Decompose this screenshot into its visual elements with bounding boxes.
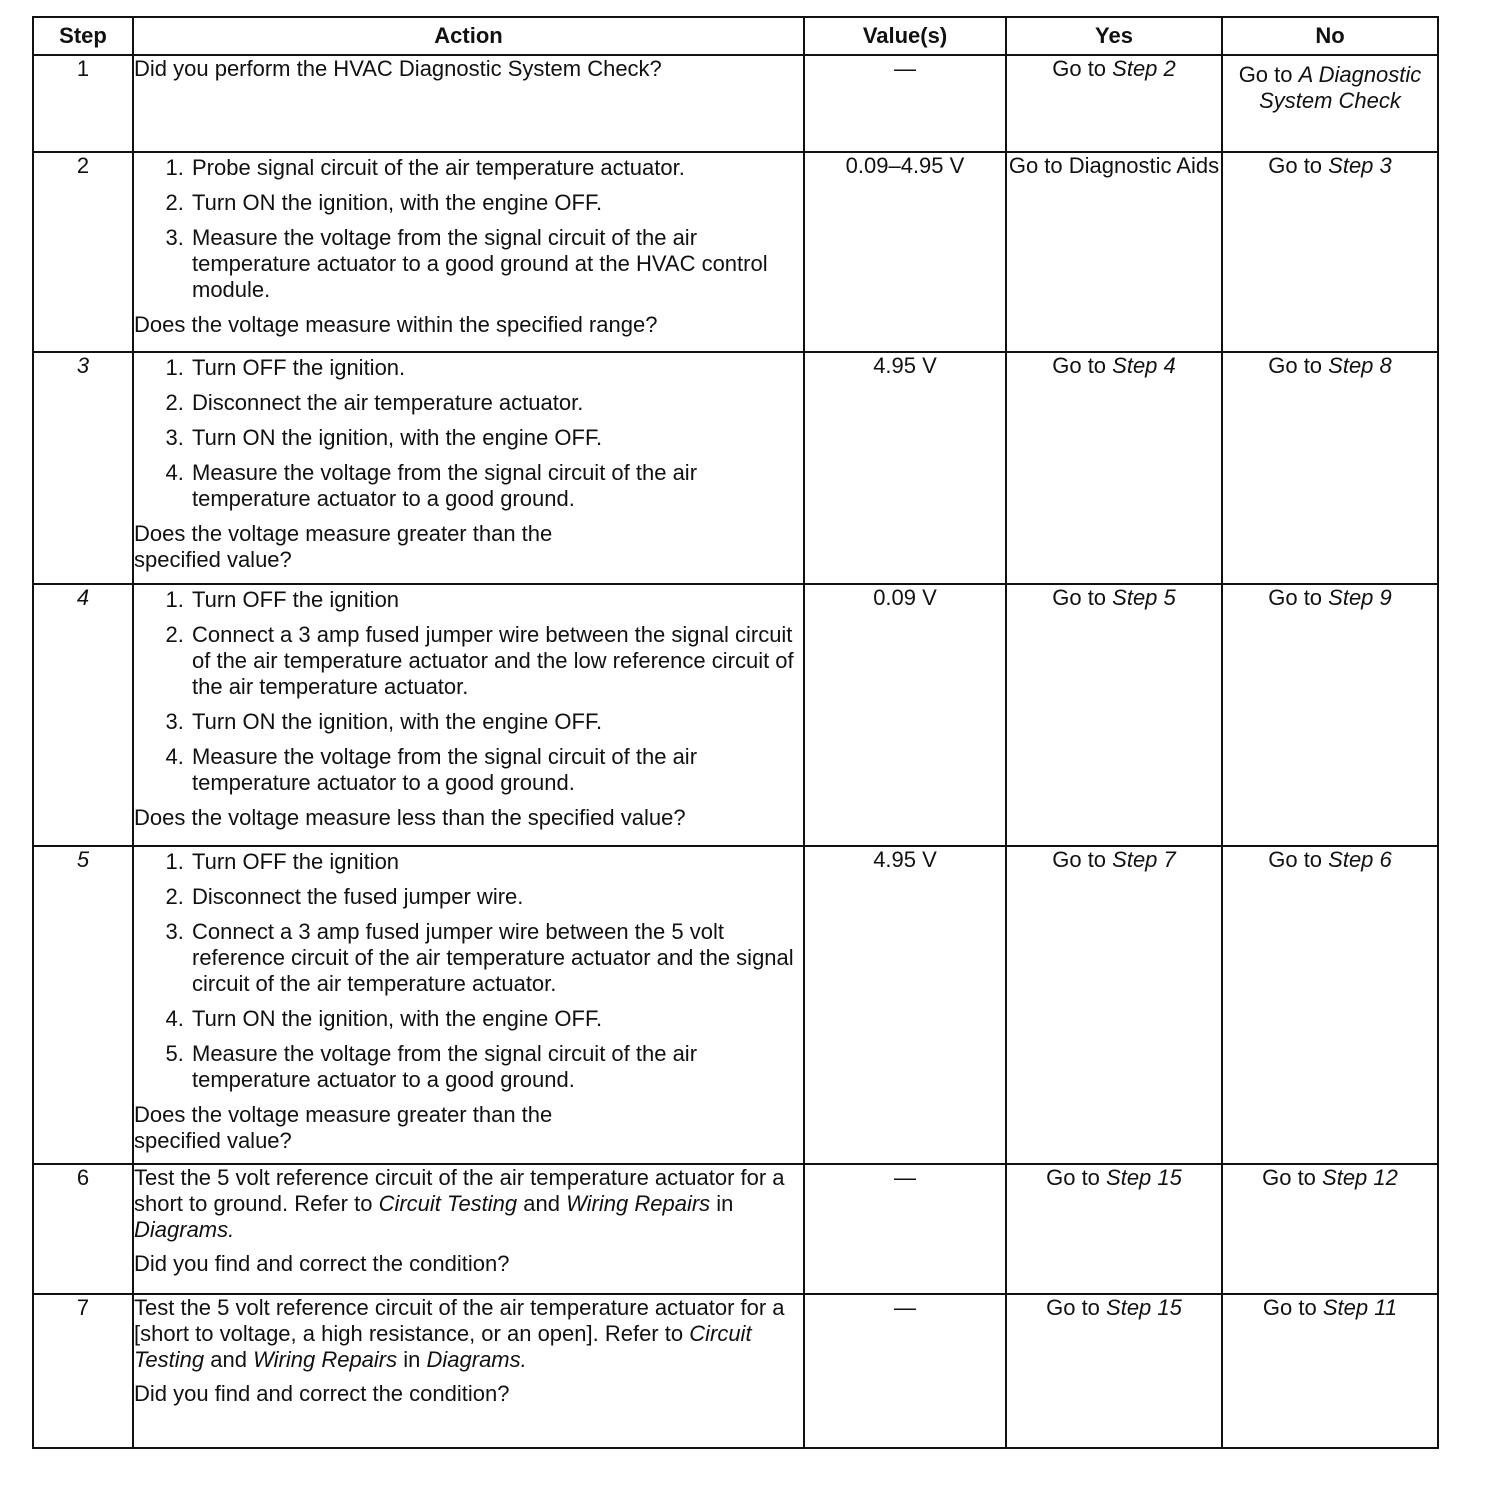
no-cell <box>1222 55 1438 152</box>
action-item: 2. Disconnect the air temperature actuator. <box>190 390 803 416</box>
action-item: 4. Measure the voltage from the signal circuit of the air temperature actuator to a good ground. <box>190 744 803 796</box>
yes-prefix: Go to <box>1052 847 1113 872</box>
value-cell: 4.95 V <box>804 846 1006 1164</box>
no-cell <box>1222 352 1438 584</box>
yes-cell <box>1006 584 1222 846</box>
no-target: Step 9 <box>1328 585 1392 610</box>
action-cell <box>133 1294 804 1448</box>
value-cell: 4.95 V <box>804 352 1006 584</box>
action-list <box>134 587 803 796</box>
action-item: 5. Measure the voltage from the signal circuit of the air temperature actuator to a good ground. <box>190 1041 803 1093</box>
header-no: No <box>1222 17 1438 55</box>
no-cell <box>1222 584 1438 846</box>
action-item: 2. Turn ON the ignition, with the engine OFF. <box>190 190 803 216</box>
action-list <box>134 849 803 1093</box>
ref-wiring-repairs: Wiring Repairs <box>566 1191 711 1216</box>
action-item: 4. Measure the voltage from the signal circuit of the air temperature actuator to a good ground. <box>190 460 803 512</box>
no-cell <box>1222 1164 1438 1294</box>
paragraph-text: Test the 5 volt reference circuit of the air temperature actuator for a short to ground. Refer to <box>134 1165 785 1216</box>
yes-prefix: Go to <box>1052 585 1113 610</box>
table-row <box>33 352 1438 584</box>
header-action: Action <box>133 17 804 55</box>
action-cell <box>133 152 804 352</box>
action-paragraph <box>134 1165 803 1243</box>
action-item: 3. Measure the voltage from the signal circuit of the air temperature actuator to a good ground at the HVAC control module. <box>190 225 803 303</box>
yes-cell <box>1006 1294 1222 1448</box>
table-row <box>33 1294 1438 1448</box>
no-prefix: Go to <box>1268 585 1329 610</box>
action-item: 4. Turn ON the ignition, with the engine OFF. <box>190 1006 803 1032</box>
action-paragraph <box>134 1295 803 1373</box>
table-row <box>33 152 1438 352</box>
action-question: Does the voltage measure greater than the specified value? <box>134 1102 553 1153</box>
no-prefix: Go to <box>1262 1165 1323 1190</box>
table-row <box>33 55 1438 152</box>
no-prefix: Go to <box>1262 1295 1323 1320</box>
step-number: 4 <box>33 584 133 846</box>
yes-target: Step 15 <box>1106 1295 1182 1320</box>
action-item: 2. Connect a 3 amp fused jumper wire between the signal circuit of the air temperature actuator and the low reference circuit of the air temperature actuator. <box>190 622 803 700</box>
action-question: Did you find and correct the condition? <box>134 1381 510 1406</box>
value-cell: 0.09 V <box>804 584 1006 846</box>
step-number: 6 <box>33 1164 133 1294</box>
action-question: Did you find and correct the condition? <box>134 1251 510 1276</box>
yes-target: Step 5 <box>1112 585 1176 610</box>
value-cell: 0.09–4.95 V <box>804 152 1006 352</box>
no-target: Step 3 <box>1328 153 1392 178</box>
yes-prefix: Go to <box>1052 56 1113 81</box>
yes-cell: Go to Diagnostic Aids <box>1006 152 1222 352</box>
value-cell: — <box>804 1164 1006 1294</box>
diagnostic-table <box>32 16 1439 1449</box>
step-number: 7 <box>33 1294 133 1448</box>
no-prefix: Go to <box>1268 847 1329 872</box>
action-item: 2. Disconnect the fused jumper wire. <box>190 884 803 910</box>
header-values: Value(s) <box>804 17 1006 55</box>
action-list <box>134 155 803 303</box>
step-number: 1 <box>33 55 133 152</box>
no-target: Step 11 <box>1322 1295 1398 1320</box>
no-prefix: Go to <box>1268 353 1329 378</box>
ref-circuit-testing: Circuit Testing <box>378 1191 518 1216</box>
no-target: Step 8 <box>1328 353 1392 378</box>
ref-circuit-testing: Circuit Testing <box>134 1321 752 1372</box>
ref-diagrams: Diagrams. <box>426 1347 527 1372</box>
yes-target: Step 2 <box>1112 56 1176 81</box>
no-target: A Diagnostic System Check <box>1259 62 1422 113</box>
step-number: 2 <box>33 152 133 352</box>
no-cell <box>1222 846 1438 1164</box>
paragraph-in: in <box>397 1347 427 1372</box>
header-yes: Yes <box>1006 17 1222 55</box>
no-prefix: Go to <box>1238 62 1299 87</box>
action-item: 3. Turn ON the ignition, with the engine OFF. <box>190 709 803 735</box>
yes-cell <box>1006 55 1222 152</box>
no-cell <box>1222 152 1438 352</box>
header-row <box>33 17 1438 55</box>
action-item: 1. Turn OFF the ignition <box>190 587 803 613</box>
action-question: Does the voltage measure within the specified range? <box>134 312 658 337</box>
table-row <box>33 584 1438 846</box>
action-item: 1. Turn OFF the ignition <box>190 849 803 875</box>
table-row <box>33 1164 1438 1294</box>
step-number: 5 <box>33 846 133 1164</box>
yes-cell <box>1006 846 1222 1164</box>
action-question: Does the voltage measure less than the specified value? <box>134 805 686 830</box>
no-target: Step 12 <box>1322 1165 1398 1190</box>
action-cell <box>133 846 804 1164</box>
action-list <box>134 355 803 512</box>
yes-prefix: Go to <box>1046 1165 1107 1190</box>
step-number: 3 <box>33 352 133 584</box>
yes-cell <box>1006 352 1222 584</box>
yes-target: Step 15 <box>1106 1165 1182 1190</box>
action-question: Did you perform the HVAC Diagnostic System Check? <box>134 56 662 81</box>
action-item: 3. Connect a 3 amp fused jumper wire between the 5 volt reference circuit of the air temperature actuator and the signal circuit of the air temperature actuator. <box>190 919 803 997</box>
action-question: Does the voltage measure greater than the specified value? <box>134 521 553 572</box>
action-cell <box>133 55 804 152</box>
action-cell <box>133 1164 804 1294</box>
action-cell <box>133 352 804 584</box>
paragraph-and: and <box>204 1347 254 1372</box>
action-item: 1. Probe signal circuit of the air temperature actuator. <box>190 155 803 181</box>
action-item: 1. Turn OFF the ignition. <box>190 355 803 381</box>
value-cell: — <box>804 1294 1006 1448</box>
yes-prefix: Go to <box>1052 353 1113 378</box>
ref-diagrams: Diagrams. <box>134 1217 235 1242</box>
paragraph-and: and <box>517 1191 567 1216</box>
header-step: Step <box>33 17 133 55</box>
yes-target: Step 7 <box>1112 847 1176 872</box>
no-target: Step 6 <box>1328 847 1392 872</box>
paragraph-in: in <box>710 1191 734 1216</box>
action-cell <box>133 584 804 846</box>
yes-prefix: Go to <box>1046 1295 1107 1320</box>
ref-wiring-repairs: Wiring Repairs <box>253 1347 398 1372</box>
table-row <box>33 846 1438 1164</box>
paragraph-text: Test the 5 volt reference circuit of the air temperature actuator for a [short to voltage, a high resistance, or an open]. Refer to <box>134 1295 785 1346</box>
yes-cell <box>1006 1164 1222 1294</box>
no-cell <box>1222 1294 1438 1448</box>
action-item: 3. Turn ON the ignition, with the engine OFF. <box>190 425 803 451</box>
value-cell: — <box>804 55 1006 152</box>
yes-target: Step 4 <box>1112 353 1176 378</box>
no-prefix: Go to <box>1268 153 1329 178</box>
